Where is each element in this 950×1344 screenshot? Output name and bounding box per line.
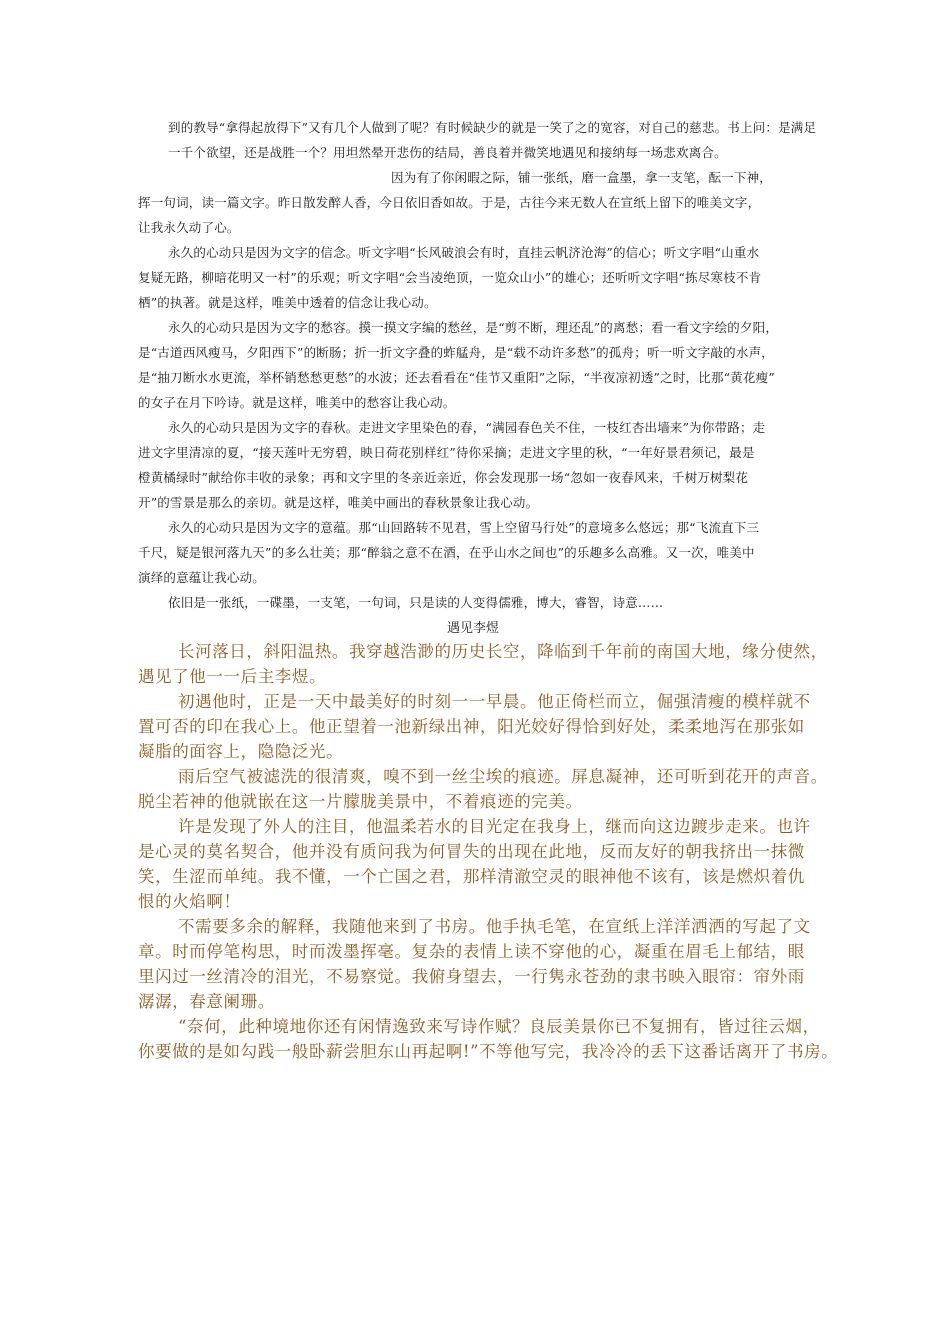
paragraph-line: 是“抽刀断水水更流，举杯销愁愁更愁”的水波；还去看看在“佳节又重阳”之际，“半夜凉初透”之时，比那“黄花瘦”: [138, 370, 775, 385]
paragraph-line: “奈何，此种境地你还有闲情逸致来写诗作赋？良辰美景你已不复拥有，皆过往云烟，: [178, 1017, 820, 1036]
paragraph-line: 永久的心动只是因为文字的愁容。摸一摸文字编的愁丝，是“剪不断，理还乱”的离愁；看一看文字绘的夕阳，: [168, 320, 779, 335]
paragraph-line: 遇见了他一一后主李煜。: [138, 667, 327, 686]
paragraph-line: 凝脂的面容上，隐隐泛光。: [138, 742, 344, 761]
paragraph-line: 到的教导“拿得起放得下”又有几个人做到了呢？有时候缺少的就是一笑了之的宽容，对自己的慈悲。书上问：是满足: [168, 120, 817, 135]
paragraph-line: 笑，生涩而单纯。我不懂，一个亡国之君，那样清澈空灵的眼神他不该有，该是燃炽着仇: [138, 867, 805, 886]
paragraph-line: 橙黄橘绿时”献给你丰收的录象；再和文字里的冬亲近亲近，你会发现那一场“忽如一夜春风来，千树万树梨花: [138, 470, 749, 485]
paragraph-line: 挥一句词，读一篇文字。昨日散发醉人香，今日依旧香如故。于是，古往今来无数人在宣纸上留下的唯美文字，: [138, 195, 761, 210]
paragraph-line: 潺潺，春意阑珊。: [138, 992, 275, 1011]
paragraph-line: 是心灵的莫名契合，他并没有质问我为何冒失的出现在此地，反而友好的朝我挤出一抹微: [138, 842, 805, 861]
paragraph-line: 不需要多余的解释，我随他来到了书房。他手执毛笔，在宣纸上洋洋洒洒的写起了文: [178, 917, 811, 936]
paragraph-line: 因为有了你闲暇之际，铺一张纸，磨一盒墨，拿一支笔，酝一下神，: [391, 170, 773, 185]
paragraph-line: 许是发现了外人的注目，他温柔若水的目光定在我身上，继而向这边踱步走来。也许: [178, 817, 811, 836]
paragraph-line: 里闪过一丝清冷的泪光，不易察觉。我俯身望去，一行隽永苍劲的隶书映入眼帘：帘外雨: [138, 967, 805, 986]
paragraph-line: 永久的心动只是因为文字的信念。听文字唱“长风破浪会有时，直挂云帆济沧海”的信心；听文字唱“山重水: [168, 245, 760, 260]
section-title: 遇见李煜: [447, 621, 500, 636]
paragraph-line: 脱尘若神的他就嵌在这一片朦胧美景中，不着痕迹的完美。: [138, 792, 583, 811]
paragraph-line: 的女子在月下吟诗。就是这样，唯美中的愁容让我心动。: [138, 395, 456, 410]
paragraph-line: 复疑无路，柳暗花明又一村”的乐观；听文字唱“会当凌绝顶，一览众山小”的雄心；还听听文字唱“拣尽寒枝不肯: [138, 270, 762, 285]
paragraph-line: 栖”的执著。就是这样，唯美中透着的信念让我心动。: [138, 295, 437, 310]
paragraph-line: 永久的心动只是因为文字的意蕴。那“山回路转不见君，雪上空留马行处”的意境多么悠远；那“飞流直下三: [168, 520, 760, 535]
paragraph-line: 让我永久动了心。: [138, 220, 240, 235]
paragraph-line: 初遇他时，正是一天中最美好的时刻一一早晨。他正倚栏而立，倔强清瘦的模样就不: [178, 692, 811, 711]
paragraph-line: 雨后空气被滤洗的很清爽，嗅不到一丝尘埃的痕迹。屏息凝神，还可听到花开的声音。: [178, 767, 828, 786]
paragraph-line: 进文字里清凉的夏，“接天莲叶无穷碧，映日荷花别样红”待你采摘；走进文字里的秋，“一年好景君须记，最是: [138, 445, 755, 460]
paragraph-line: 置可否的印在我心上。他正望着一池新绿出神，阳光姣好得恰到好处，柔柔地泻在那张如: [138, 717, 805, 736]
paragraph-line: 恨的火焰啊！: [138, 892, 241, 911]
paragraph-line: 章。时而停笔构思，时而泼墨挥毫。复杂的表情上读不穿他的心，凝重在眉毛上郁结，眼: [138, 942, 805, 961]
paragraph-line: 千尺，疑是银河落九天”的多么壮美；那“醉翁之意不在酒，在乎山水之间也”的乐趣多么高雅。又一次，唯美中: [138, 545, 755, 560]
paragraph-line: 一千个欲望，还是战胜一个？用坦然晕开悲伤的结局，善良着并微笑地遇见和接纳每一场悲欢离合。: [168, 145, 727, 160]
paragraph-line: 开”的雪景是那么的亲切。就是这样，唯美中画出的春秋景象让我心动。: [138, 495, 539, 510]
paragraph-line: 长河落日，斜阳温热。我穿越浩渺的历史长空，降临到千年前的南国大地，缘分使然，: [178, 642, 828, 661]
paragraph-line: 你要做的是如勾践一般卧薪尝胆东山再起啊!”不等他写完，我冷冷的丢下这番话离开了书房。: [138, 1042, 839, 1061]
paragraph-line: 依旧是一张纸，一碟墨，一支笔，一句词，只是读的人变得儒雅，博大，睿智，诗意……: [168, 595, 664, 610]
paragraph-line: 永久的心动只是因为文字的春秋。走进文字里染色的春，“满园春色关不住，一枝红杏出墙来”为你带路；走: [168, 420, 766, 435]
paragraph-line: 演绎的意蕴让我心动。: [138, 570, 266, 585]
paragraph-line: 是“古道西风瘦马，夕阳西下”的断肠；折一折文字叠的蚱艋舟，是“载不动许多愁”的孤舟；听一听文字敲的水声，: [138, 345, 774, 360]
